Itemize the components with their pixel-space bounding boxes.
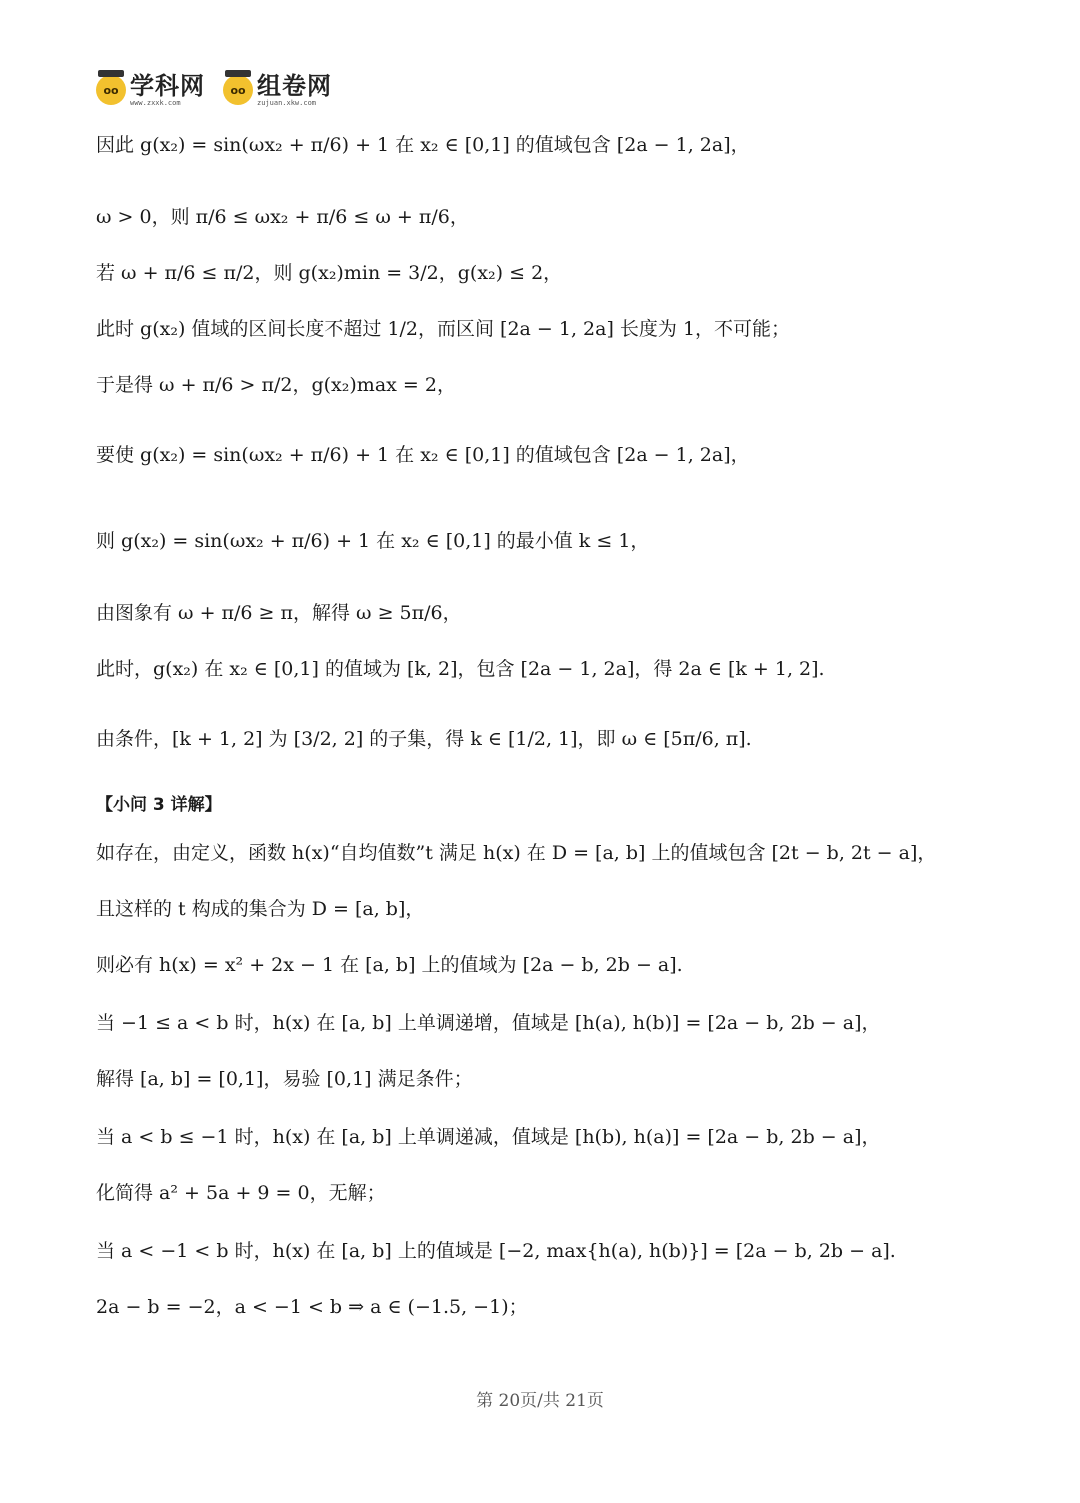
solution-line: 此时 g(x₂) 值域的区间长度不超过 1/2，而区间 [2a − 1, 2a] 长度为 1，不可能； [96,318,791,340]
solution-line: 如存在，由定义，函数 h(x)“自均值数”t 满足 h(x) 在 D = [a, b] 上的值域包含 [2t − b, 2t − a]， [96,842,937,864]
section-heading: 【小问 3 详解】 [96,795,222,815]
logo-zujuanwang-title: 组卷网 [257,71,332,100]
logo-xuekewang[interactable] [96,71,205,107]
solution-line: 于是得 ω + π/6 > π/2，g(x₂)max = 2， [96,374,456,396]
solution-line: 当 −1 ≤ a < b 时，h(x) 在 [a, b] 上单调递增，值域是 [h(a), h(b)] = [2a − b, 2b − a]， [96,1012,881,1034]
solution-line: 化简得 a² + 5a + 9 = 0，无解； [96,1182,386,1204]
solution-line: 当 a < b ≤ −1 时，h(x) 在 [a, b] 上单调递减，值域是 [h(b), h(a)] = [2a − b, 2b − a]， [96,1126,881,1148]
owl-icon: oo [96,75,126,105]
logo-xuekewang-url: www.zxxk.com [130,98,181,107]
solution-line: 若 ω + π/6 ≤ π/2，则 g(x₂)min = 3/2，g(x₂) ≤ 2， [96,262,563,284]
logo-zujuanwang-text [257,71,332,107]
solution-line: 要使 g(x₂) = sin(ωx₂ + π/6) + 1 在 x₂ ∈ [0,1] 的值域包含 [2a − 1, 2a]， [96,444,750,466]
owl-icon: oo [223,75,253,105]
logo-xuekewang-text [130,71,205,107]
solution-line: 2a − b = −2，a < −1 < b ⇒ a ∈ (−1.5, −1)； [96,1296,528,1318]
solution-line: 因此 g(x₂) = sin(ωx₂ + π/6) + 1 在 x₂ ∈ [0,1] 的值域包含 [2a − 1, 2a]， [96,134,750,156]
solution-line: ω > 0，则 π/6 ≤ ωx₂ + π/6 ≤ ω + π/6， [96,206,469,228]
solution-line: 当 a < −1 < b 时，h(x) 在 [a, b] 上的值域是 [−2, max{h(a), h(b)}] = [2a − b, 2b − a]. [96,1240,896,1262]
solution-line: 此时，g(x₂) 在 x₂ ∈ [0,1] 的值域为 [k, 2]，包含 [2a − 1, 2a]，得 2a ∈ [k + 1, 2]. [96,658,825,680]
logo-zujuanwang-url: zujuan.xkw.com [257,98,317,107]
logo-zujuanwang[interactable] [223,71,332,107]
solution-line: 则必有 h(x) = x² + 2x − 1 在 [a, b] 上的值域为 [2a − b, 2b − a]. [96,954,683,976]
page-number: 第 20页/共 21页 [476,1391,604,1411]
solution-line: 由条件，[k + 1, 2] 为 [3/2, 2] 的子集，得 k ∈ [1/2, 1]，即 ω ∈ [5π/6, π]. [96,728,752,750]
solution-line: 由图象有 ω + π/6 ≥ π，解得 ω ≥ 5π/6， [96,602,462,624]
solution-line: 解得 [a, b] = [0,1]，易验 [0,1] 满足条件； [96,1068,473,1090]
solution-line: 且这样的 t 构成的集合为 D = [a, b]， [96,898,425,920]
logo-xuekewang-title: 学科网 [130,71,205,100]
header-logos [96,70,332,110]
solution-line: 则 g(x₂) = sin(ωx₂ + π/6) + 1 在 x₂ ∈ [0,1] 的最小值 k ≤ 1， [96,530,650,552]
